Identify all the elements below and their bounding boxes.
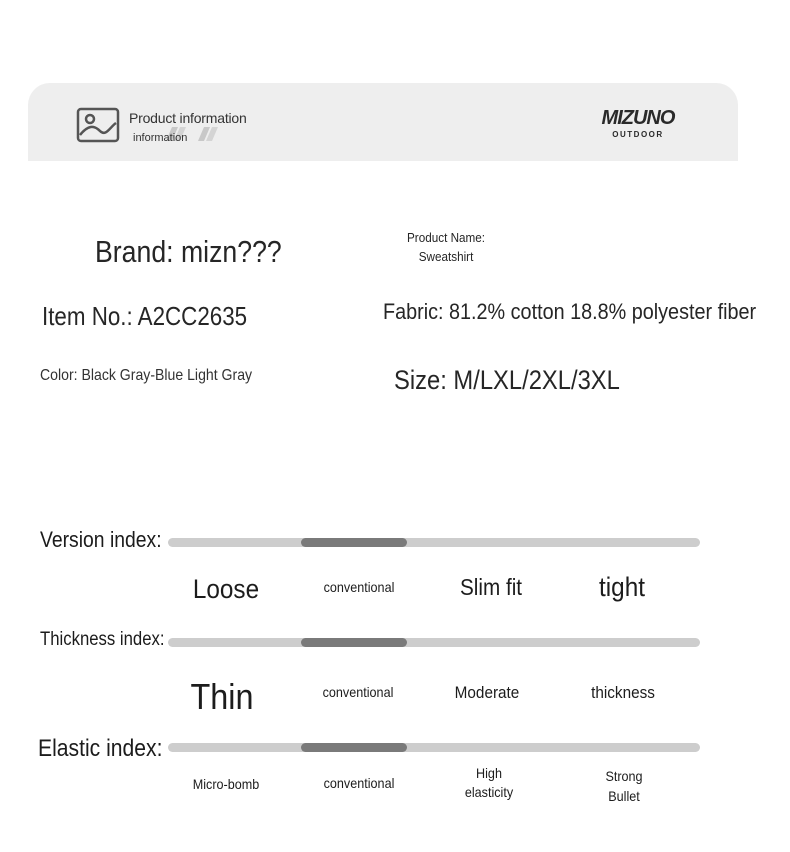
fabric-composition: Fabric: 81.2% cotton 18.8% polyester fiber (383, 299, 757, 324)
version-index-label: Version index: (40, 527, 162, 552)
thickness-index-label: Thickness index: (40, 629, 165, 650)
size-options: Size: M/LXL/2XL/3XL (394, 365, 620, 395)
version-option-loose: Loose (192, 574, 260, 604)
version-option-conventional: conventional (323, 579, 395, 595)
thickness-option-moderate: Moderate (454, 683, 520, 702)
logo-text: MIZUNO (601, 107, 675, 129)
elastic-option-strong-line2: Bullet (608, 788, 640, 804)
item-number: Item No.: A2CC2635 (42, 301, 248, 331)
product-info-header (28, 83, 738, 161)
thickness-option-thickness: thickness (591, 683, 655, 702)
elastic-option-high-line2: elasticity (464, 784, 514, 800)
product-name (407, 228, 485, 266)
elastic-index-highlight (301, 743, 407, 752)
color-options: Color: Black Gray-Blue Light Gray (40, 367, 253, 384)
version-option-slim-fit: Slim fit (459, 574, 523, 600)
elastic-option-high-elasticity (465, 764, 513, 802)
thickness-option-conventional: conventional (322, 684, 394, 700)
elastic-index-label: Elastic index: (38, 735, 163, 762)
header-title: Product information (129, 110, 247, 126)
version-index-bar (168, 538, 700, 547)
version-option-tight: tight (599, 572, 645, 602)
elastic-option-strong-line1: Strong (605, 768, 643, 784)
elastic-option-micro-bomb: Micro-bomb (192, 776, 260, 792)
elastic-option-high-line1: High (476, 765, 502, 781)
mizuno-logo (588, 107, 688, 139)
elastic-index-bar (168, 743, 700, 752)
logo-subtext: OUTDOOR (612, 130, 664, 139)
product-name-value: Sweatshirt (418, 249, 474, 264)
header-subtitle: information (133, 132, 188, 144)
product-name-label: Product Name: (407, 230, 486, 245)
thickness-index-bar (168, 638, 700, 647)
version-index-highlight (301, 538, 407, 547)
elastic-option-conventional: conventional (323, 775, 395, 791)
thickness-option-thin: Thin (190, 676, 254, 717)
thickness-index-highlight (301, 638, 407, 647)
brand-label: Brand: mizn??? (95, 234, 282, 269)
image-icon (76, 107, 120, 143)
elastic-option-strong-bullet (605, 766, 642, 806)
